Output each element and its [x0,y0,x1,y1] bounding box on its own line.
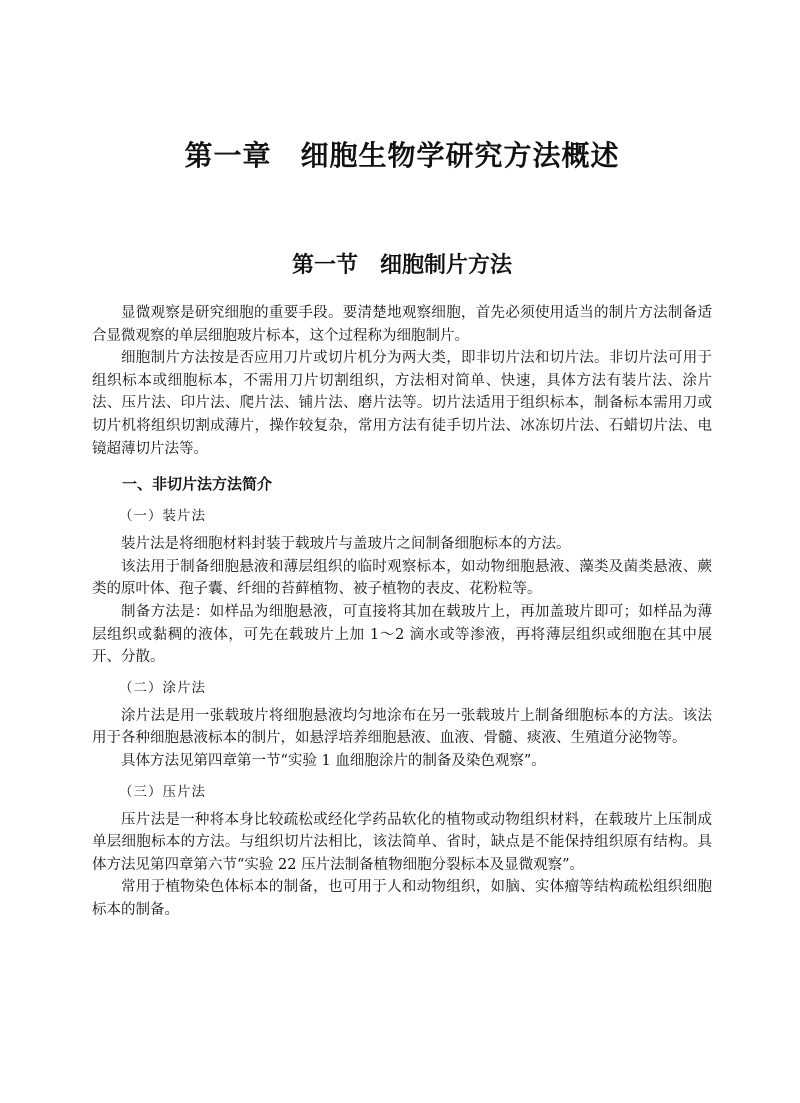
method-paragraph: 涂片法是用一张载玻片将细胞悬液均匀地涂布在另一张载玻片上制备细胞标本的方法。该法用于各种细胞悬液标本的制片，如悬浮培养细胞悬液、血液、骨髓、痰液、生殖道分泌物等。 [92,707,712,747]
method-paragraph: 常用于植物染色体标本的制备，也可用于人和动物组织，如脑、实体瘤等结构疏松组织细胞标本的制备。 [92,879,712,918]
method-paragraph: 该法用于制备细胞悬液和薄层组织的临时观察标本，如动物细胞悬液、藻类及菌类悬液、蕨类的原叶体、孢子囊、纤细的苔藓植物、被子植物的表皮、花粉粒等。 [92,558,712,598]
method-paragraph: 制备方法是：如样品为细胞悬液，可直接将其加在载玻片上，再加盖玻片即可；如样品为薄层组织或黏稠的液体，可先在载玻片上加 1～2 滴水或等渗液，再将薄层组织或细胞在其中展开、分散。 [92,603,712,666]
document-body [92,302,712,921]
method-paragraph: 具体方法见第四章第一节“实验 1 血细胞涂片的制备及染色观察”。 [121,752,546,769]
chapter-title: 第一章 细胞生物学研究方法概述 [184,139,620,172]
method-paragraph: 压片法是一种将本身比较疏松或经化学药品软化的植物或动物组织材料，在载玻片上压制成单层细胞标本的方法。与组织切片法相比，该法简单、省时，缺点是不能保持组织原有结构。具体方法见第四章第六节“实验 22 压片法制备植物细胞分裂标本及显微观察”。 [92,811,712,873]
section-title: 第一节 细胞制片方法 [291,252,512,278]
method-heading-mounting: （一）装片法 [119,508,206,525]
method-paragraph: 装片法是将细胞材料封装于载玻片与盖玻片之间制备细胞标本的方法。 [121,536,571,553]
subsection-heading: 一、非切片法方法简介 [122,475,273,494]
intro-paragraph: 细胞制片方法按是否应用刀片或切片机分为两大类，即非切片法和切片法。非切片法可用于组织标本或细胞标本，不需用刀片切割组织，方法相对简单、快速，具体方法有装片法、涂片法、压片法、印片法、爬片法、铺片法、磨片法等。切片法适用于组织标本，制备标本需用刀或切片机将组织切割成薄片，操作较复杂，常用方法有徒手切片法、冰冻切片法、石蜡切片法、电镜超薄切片法等。 [92,350,712,457]
method-heading-squash: （三）压片法 [119,783,206,800]
method-heading-smear: （二）涂片法 [119,679,206,696]
intro-paragraph: 显微观察是研究细胞的重要手段。要清楚地观察细胞，首先必须使用适当的制片方法制备适合显微观察的单层细胞玻片标本，这个过程称为细胞制片。 [92,305,712,344]
